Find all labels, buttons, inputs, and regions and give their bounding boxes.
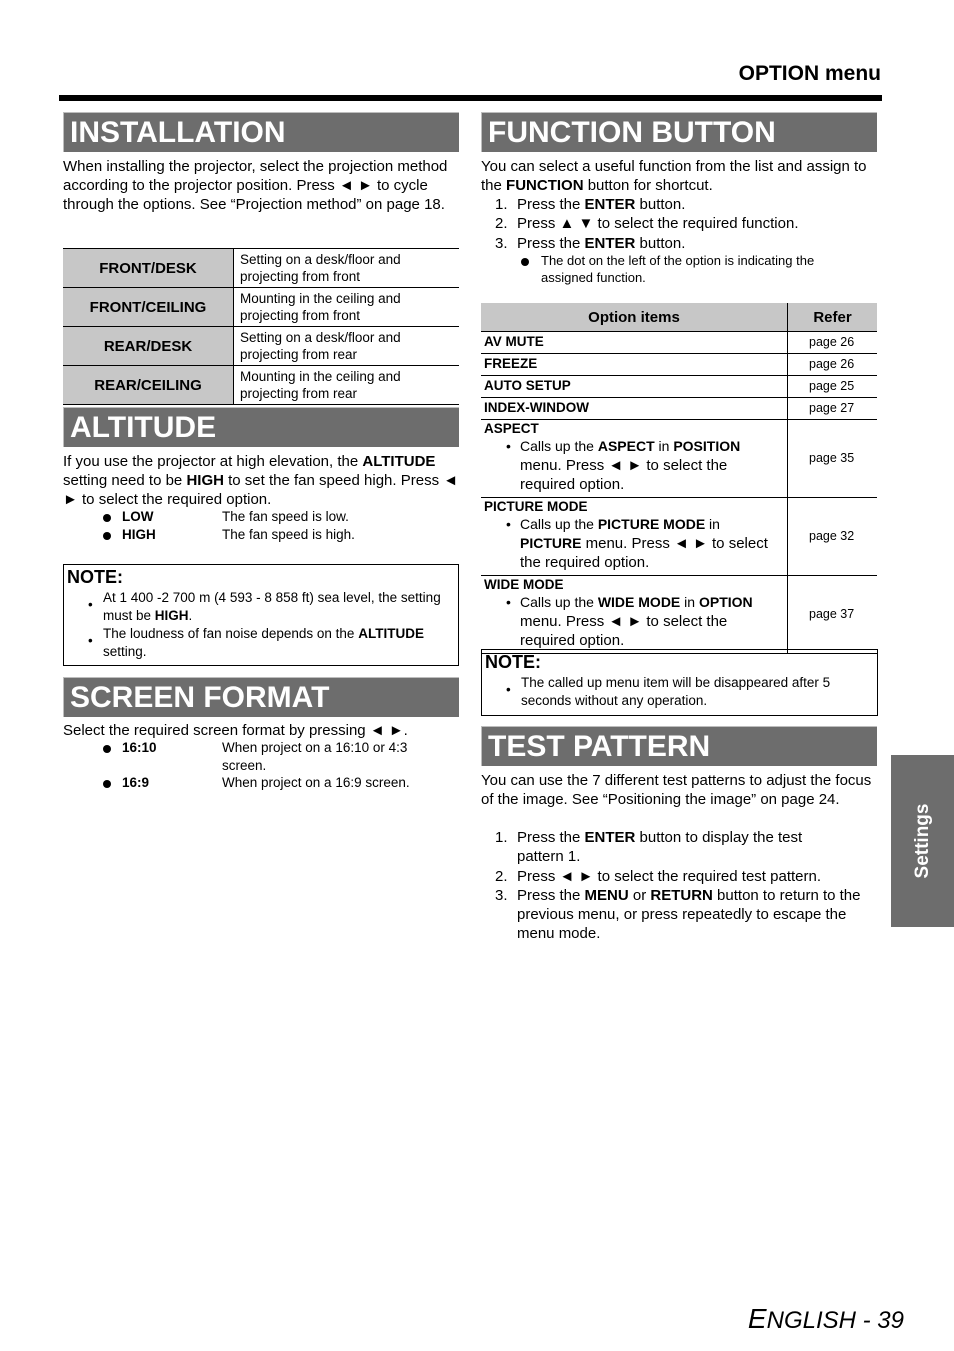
installation-table (63, 248, 459, 405)
screen-format-heading: SCREEN FORMAT (63, 677, 459, 717)
option-refer: page 35 (788, 420, 878, 498)
table-row (63, 249, 459, 288)
test-pattern-intro: You can use the 7 different test patterns to adjust the focus of the image. See “Positioning the image” on page 24. (481, 772, 872, 808)
table-row (481, 398, 877, 420)
altitude-option-low: LOW (122, 509, 154, 524)
option-refer: page 27 (788, 398, 878, 420)
installation-desc: Setting on a desk/floor and projecting from rear (234, 327, 460, 366)
function-options-table (481, 303, 877, 654)
installation-desc: Setting on a desk/floor and projecting from front (234, 249, 460, 288)
screen-format-option-16-10: 16:10 (122, 740, 157, 755)
test-pattern-heading: TEST PATTERN (481, 726, 877, 766)
function-note-text: The called up menu item will be disappeared after 5 seconds without any operation. (521, 675, 831, 708)
function-step-3: Press the ENTER button. (517, 235, 686, 252)
column-header-refer: Refer (788, 303, 878, 332)
screen-format-option-16-10-desc-cont: screen. (222, 758, 267, 773)
altitude-note-box (63, 564, 459, 666)
header-rule (59, 95, 882, 101)
bullet-dot-icon: • (506, 682, 511, 697)
step-number: 2. (495, 868, 508, 885)
step-number: 1. (495, 829, 508, 846)
step-number: 1. (495, 196, 508, 213)
step-number: 3. (495, 235, 508, 252)
option-item: AV MUTE (481, 332, 788, 354)
installation-heading: INSTALLATION (63, 112, 459, 152)
table-row (63, 366, 459, 405)
altitude-note-1: At 1 400 -2 700 m (4 593 - 8 858 ft) sea level, the setting must be HIGH. (103, 590, 441, 623)
table-row (481, 498, 877, 576)
side-tab-label: Settings (911, 803, 933, 879)
settings-side-tab (891, 755, 954, 927)
function-note-box (481, 649, 878, 716)
option-refer: page 32 (788, 498, 878, 576)
option-item-wide-mode: WIDE MODE • Calls up the WIDE MODE in OPTION menu. Press ◄ ► to select the required option. (481, 576, 788, 654)
option-item-picture-mode: PICTURE MODE • Calls up the PICTURE MODE in PICTURE menu. Press ◄ ► to select the required option. (481, 498, 788, 576)
altitude-intro: If you use the projector at high elevation, the ALTITUDE setting need to be HIGH to set the fan speed high. Press ◄ ► to select the required option. (63, 453, 459, 508)
test-step-3: Press the MENU or RETURN button to return to the previous menu, or press repeatedly to escape the menu mode. (517, 887, 861, 942)
altitude-heading: ALTITUDE (63, 407, 459, 447)
bullet-icon (103, 745, 111, 753)
option-item: AUTO SETUP (481, 376, 788, 398)
test-step-2: Press ◄ ► to select the required test pattern. (517, 868, 821, 885)
option-item: FREEZE (481, 354, 788, 376)
altitude-option-high-desc: The fan speed is high. (222, 527, 355, 542)
table-header-row (481, 303, 877, 332)
bullet-icon (103, 532, 111, 540)
screen-format-intro: Select the required screen format by pressing ◄ ►. (63, 722, 408, 739)
note-title: NOTE: (485, 652, 541, 672)
function-step-2: Press ▲ ▼ to select the required function. (517, 215, 799, 232)
note-title: NOTE: (67, 567, 123, 587)
table-row (63, 288, 459, 327)
altitude-note-2: The loudness of fan noise depends on the ALTITUDE setting. (103, 626, 424, 659)
option-refer: page 25 (788, 376, 878, 398)
installation-intro: When installing the projector, select the projection method according to the projector position. Press ◄ ► to cycle through the options. See “Projection method” on page 18. (63, 158, 448, 213)
bullet-icon (521, 258, 529, 266)
option-item: INDEX-WINDOW (481, 398, 788, 420)
altitude-option-low-desc: The fan speed is low. (222, 509, 349, 524)
table-row (63, 327, 459, 366)
option-refer: page 26 (788, 332, 878, 354)
screen-format-option-16-9-desc: When project on a 16:9 screen. (222, 775, 410, 790)
installation-key: FRONT/DESK (63, 249, 234, 288)
table-row (481, 376, 877, 398)
option-refer: page 26 (788, 354, 878, 376)
step-number: 3. (495, 887, 508, 904)
page-header-title: OPTION menu (738, 62, 881, 85)
screen-format-option-16-9: 16:9 (122, 775, 150, 790)
bullet-dot-icon: • (88, 597, 93, 612)
option-refer: page 37 (788, 576, 878, 654)
altitude-option-high: HIGH (122, 527, 156, 542)
bullet-dot-icon: • (88, 633, 93, 648)
installation-desc: Mounting in the ceiling and projecting from rear (234, 366, 460, 405)
function-button-intro: You can select a useful function from the list and assign to the FUNCTION button for shortcut. (481, 158, 867, 194)
table-row (481, 420, 877, 498)
option-item-aspect: ASPECT • Calls up the ASPECT in POSITION menu. Press ◄ ► to select the required option. (481, 420, 788, 498)
bullet-icon (103, 514, 111, 522)
function-step-1: Press the ENTER button. (517, 196, 686, 213)
function-dot-note: The dot on the left of the option is indicating the assigned function. (541, 253, 815, 285)
table-row (481, 576, 877, 654)
installation-key: REAR/DESK (63, 327, 234, 366)
bullet-icon (103, 780, 111, 788)
installation-key: FRONT/CEILING (63, 288, 234, 327)
table-row (481, 354, 877, 376)
test-step-1: Press the ENTER button to display the test pattern 1. (517, 829, 803, 865)
screen-format-option-16-10-desc: When project on a 16:10 or 4:3 (222, 740, 408, 755)
column-header-option-items: Option items (481, 303, 788, 332)
step-number: 2. (495, 215, 508, 232)
installation-desc: Mounting in the ceiling and projecting from front (234, 288, 460, 327)
page-footer: ENGLISH - 39 (747, 1303, 904, 1334)
function-button-heading: FUNCTION BUTTON (481, 112, 877, 152)
table-row (481, 332, 877, 354)
installation-key: REAR/CEILING (63, 366, 234, 405)
